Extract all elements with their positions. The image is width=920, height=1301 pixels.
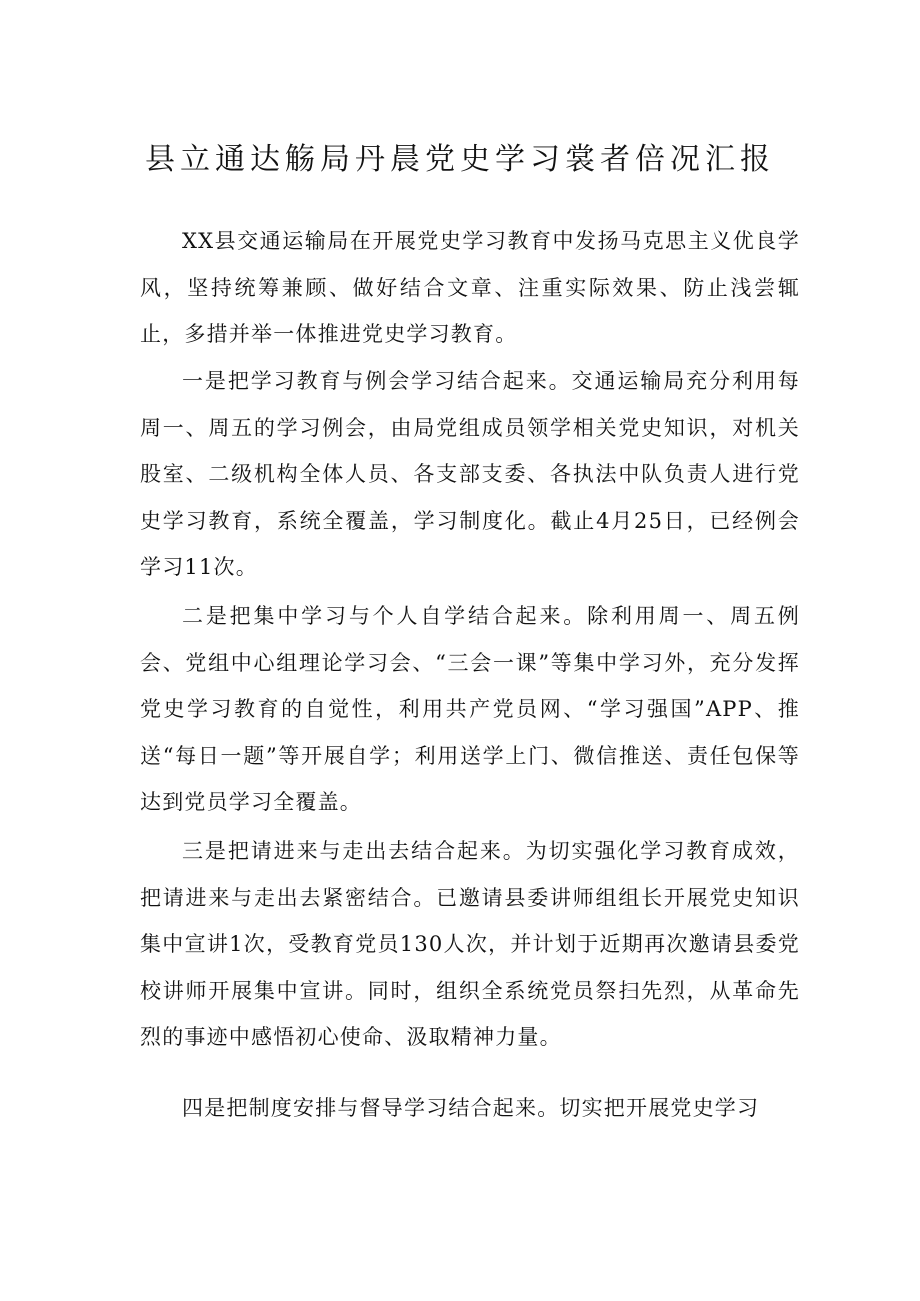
paragraph-intro: XX县交通运输局在开展党史学习教育中发扬马克思主义优良学风，坚持统筹兼顾、做好结合文章、注重实际效果、防止浅尝辄止，多措并举一体推进党史学习教育。 [140, 229, 800, 346]
paragraph-point-two: 二是把集中学习与个人自学结合起来。除利用周一、周五例会、党组中心组理论学习会、“三会一课”等集中学习外，充分发挥党史学习教育的自觉性，利用共产党员网、“学习强国”APP、推送“每日一题”等开展自学；利用送学上门、微信推送、责任包保等达到党员学习全覆盖。 [140, 604, 800, 814]
document-title: 县立通达觞局丹晨党史学习裳者倍况汇报 [145, 142, 775, 177]
paragraph-point-four: 四是把制度安排与督导学习结合起来。切实把开展党史学习 [182, 1096, 760, 1120]
paragraph-point-three: 三是把请进来与走出去结合起来。为切实强化学习教育成效，把请进来与走出去紧密结合。已邀请县委讲师组组长开展党史知识集中宣讲1次，受教育党员130人次，并计划于近期再次邀请县委党校讲师开展集中宣讲。同时，组织全系统党员祭扫先烈，从革命先烈的事迹中感悟初心使命、汲取精神力量。 [140, 839, 800, 1049]
paragraph-point-one: 一是把学习教育与例会学习结合起来。交通运输局充分利用每周一、周五的学习例会，由局党组成员领学相关党史知识，对机关股室、二级机构全体人员、各支部支委、各执法中队负责人进行党史学习教育，系统全覆盖，学习制度化。截止4月25日，已经例会学习11次。 [140, 369, 800, 579]
